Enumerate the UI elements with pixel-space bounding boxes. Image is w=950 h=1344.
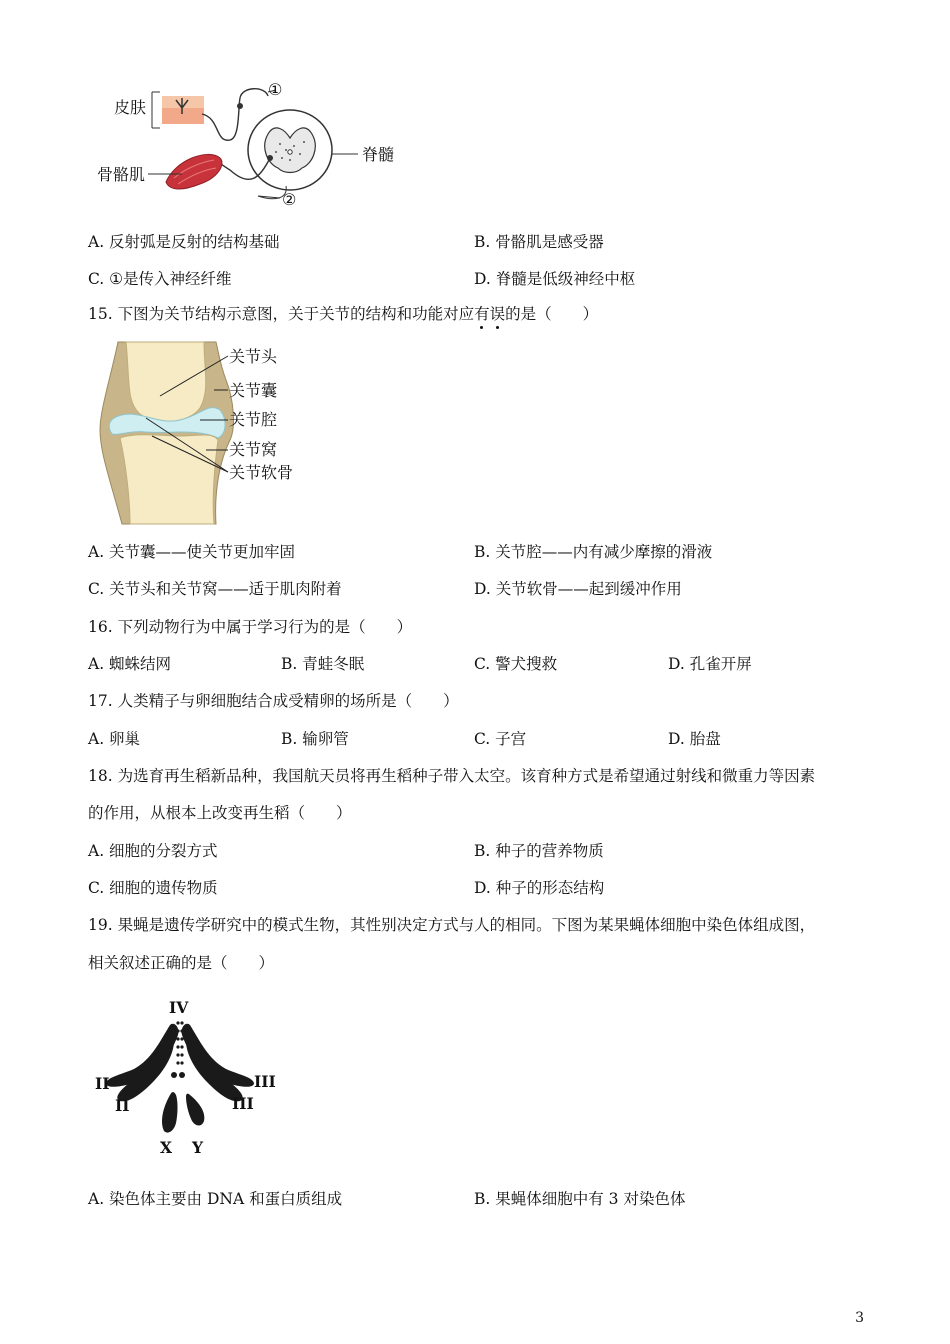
muscle-label: 骨骼肌	[97, 165, 146, 184]
q19-option-a: A. 染色体主要由 DNA 和蛋白质组成	[88, 1190, 343, 1208]
spinal-cord-label: 脊髓	[362, 145, 395, 164]
q16-option-a: A. 蜘蛛结网	[88, 655, 172, 673]
q16-option-d: D. 孔雀开屏	[668, 655, 752, 673]
q16-option-b: B. 青蛙冬眠	[281, 655, 365, 673]
q19-stem-line1: 19. 果蝇是遗传学研究中的模式生物，其性别决定方式与人的相同。下图为某果蝇体细胞中染色体组成图，	[88, 916, 816, 934]
chromosome-label-ii-b: II	[115, 1096, 130, 1115]
q14-option-a: A. 反射弧是反射的结构基础	[88, 233, 280, 251]
chromosome-label-x: X	[160, 1138, 173, 1157]
q19-option-b: B. 果蝇体细胞中有 3 对染色体	[474, 1190, 686, 1208]
page-number: 3	[855, 1310, 864, 1326]
chromosome-label-iii-a: III	[254, 1072, 276, 1091]
q19-stem-line2: 相关叙述正确的是（ ）	[88, 954, 275, 972]
joint-label-head: 关节头	[229, 347, 278, 366]
marker-2: ②	[282, 190, 297, 209]
q15-option-d: D. 关节软骨——起到缓冲作用	[474, 580, 682, 598]
q15-stem-post: 的是（ ）	[505, 305, 599, 323]
q16-stem: 16. 下列动物行为中属于学习行为的是（ ）	[88, 618, 413, 636]
q15-option-b: B. 关节腔——内有减少摩擦的滑液	[474, 543, 713, 561]
q14-option-c: C. ①是传入神经纤维	[88, 270, 232, 288]
joint-label-cavity: 关节腔	[229, 410, 278, 429]
chromosome-label-iv: IV	[169, 998, 189, 1017]
q15-stem-pre: 15. 下图为关节结构示意图，关于关节的结构和功能对应	[88, 305, 475, 323]
joint-label-cartilage: 关节软骨	[229, 463, 294, 482]
marker-1: ①	[268, 80, 283, 99]
chromosome-label-iii-b: III	[232, 1094, 254, 1113]
q18-stem-line1: 18. 为选育再生稻新品种，我国航天员将再生稻种子带入太空。该育种方式是希望通过射线和微重力等因素	[88, 767, 816, 785]
q18-option-a: A. 细胞的分裂方式	[88, 842, 218, 860]
q17-option-c: C. 子宫	[474, 730, 527, 748]
q15-option-a: A. 关节囊——使关节更加牢固	[88, 543, 296, 561]
q17-option-d: D. 胎盘	[668, 730, 721, 748]
chromosome-label-ii-a: II	[95, 1074, 110, 1093]
skin-label: 皮肤	[114, 98, 147, 117]
q17-option-b: B. 输卵管	[281, 730, 349, 748]
joint-label-socket: 关节窝	[229, 440, 278, 459]
q16-option-c: C. 警犬搜救	[474, 655, 558, 673]
q17-stem: 17. 人类精子与卵细胞结合成受精卵的场所是（ ）	[88, 692, 459, 710]
q14-option-d: D. 脊髓是低级神经中枢	[474, 270, 636, 288]
q15-stem	[88, 304, 598, 324]
joint-figure	[96, 340, 326, 526]
q14-option-b: B. 骨骼肌是感受器	[474, 233, 604, 251]
chromosome-label-y: Y	[192, 1138, 204, 1157]
q15-option-c: C. 关节头和关节窝——适于肌肉附着	[88, 580, 342, 598]
q18-option-c: C. 细胞的遗传物质	[88, 879, 218, 897]
q18-option-b: B. 种子的营养物质	[474, 842, 604, 860]
q15-stem-emphasis: 有误	[474, 305, 505, 323]
q17-option-a: A. 卵巢	[88, 730, 141, 748]
q18-option-d: D. 种子的形态结构	[474, 879, 605, 897]
joint-label-capsule: 关节囊	[229, 381, 278, 400]
q18-stem-line2: 的作用，从根本上改变再生稻（ ）	[88, 804, 352, 822]
